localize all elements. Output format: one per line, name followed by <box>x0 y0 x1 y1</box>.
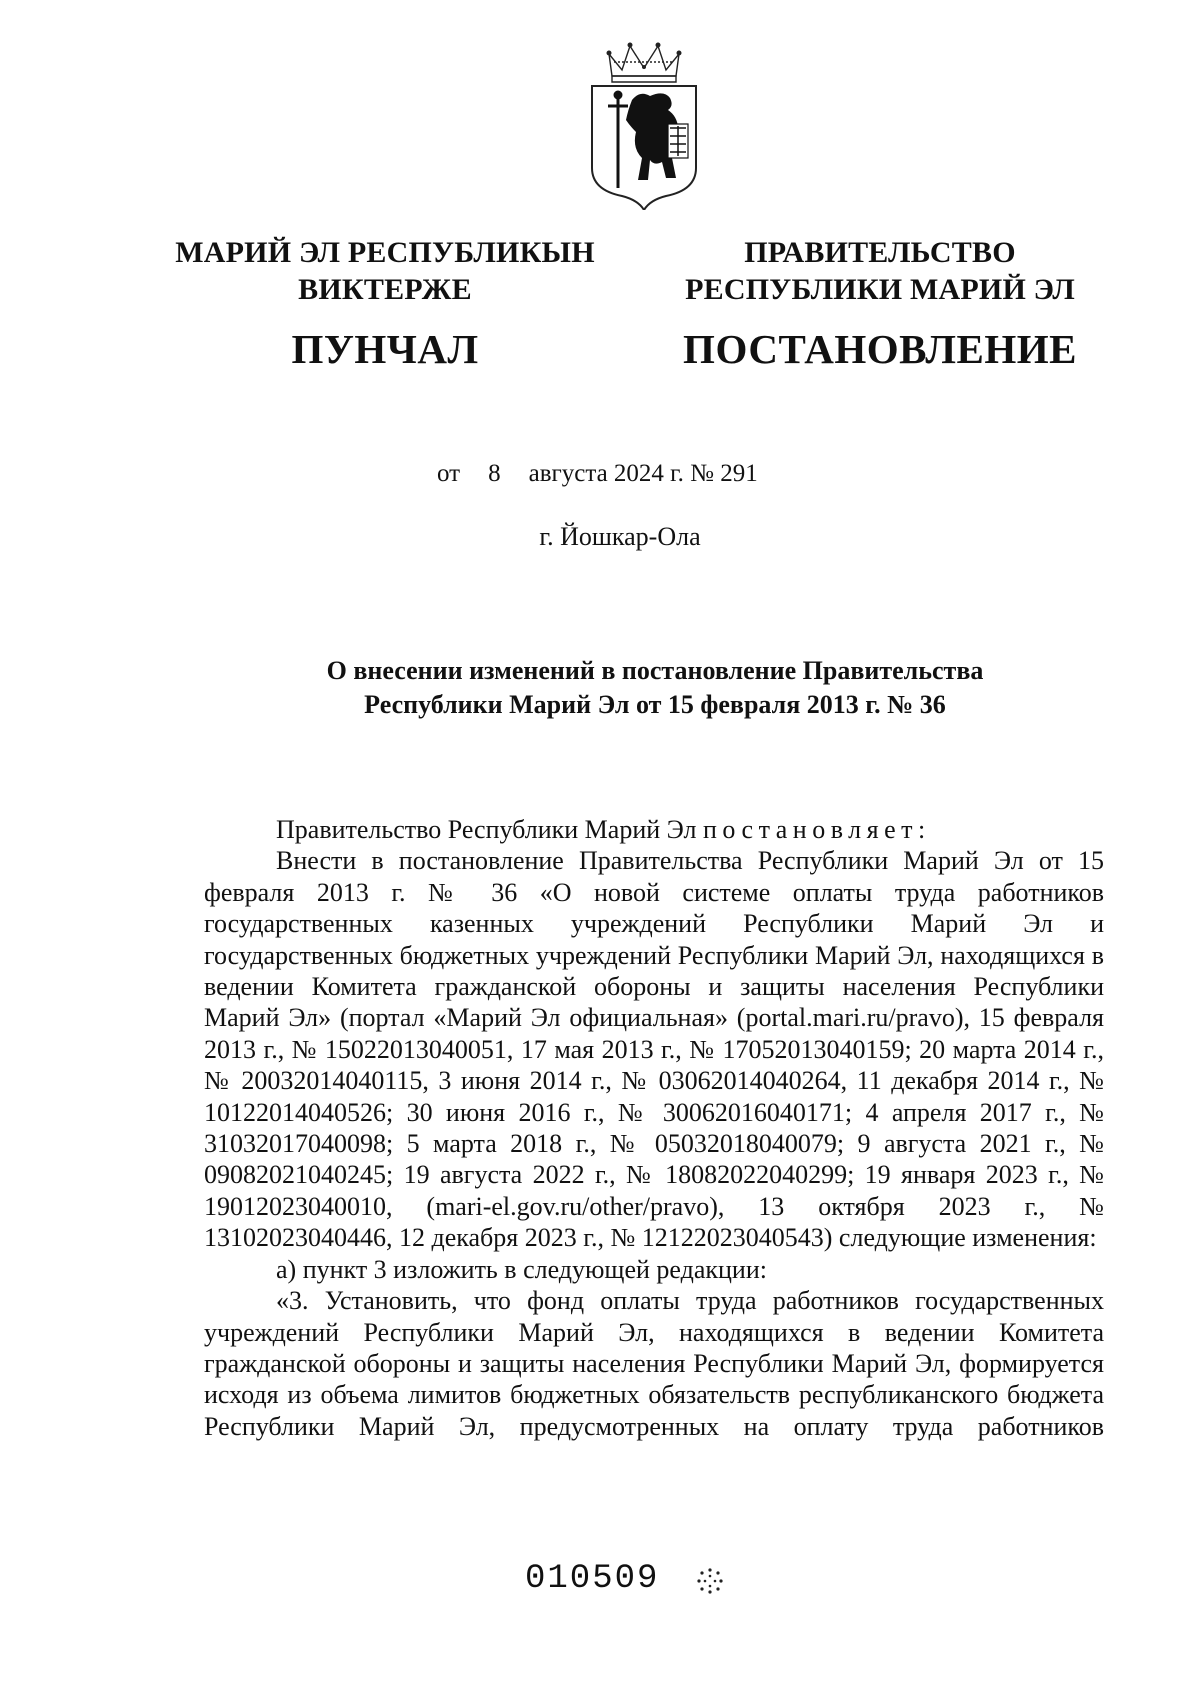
paragraph-item-3: «3. Установить, что фонд оплаты труда работников государственных учреждений Республики Марий Эл, находящихся в ведении Комитета гражданской обороны и защиты населения Республики Марий Эл, формируется исходя из объема лимитов бюджетных обязательств республиканского бюджета Республики Марий Эл, предусмотренных на оплату труда работников <box>204 1286 1104 1441</box>
header-right-line2: РЕСПУБЛИКИ МАРИЙ ЭЛ <box>685 273 1075 306</box>
header-right-line1: ПРАВИТЕЛЬСТВО <box>744 236 1016 269</box>
header-left-line2: ВИКТЕРЖЕ <box>298 273 472 306</box>
decorative-star-mark-icon <box>695 1566 725 1596</box>
document-date-number <box>437 460 758 488</box>
intro-resolves: постановляет: <box>702 815 931 844</box>
document-title <box>150 654 1160 722</box>
date-rest: августа 2024 г. № 291 <box>528 460 758 487</box>
date-day: 8 <box>488 460 501 487</box>
document-body <box>204 814 1104 1442</box>
header-left-block <box>150 234 620 374</box>
title-line1: О внесении изменений в постановление Правительства <box>326 656 984 685</box>
date-prefix: от <box>437 460 461 487</box>
paragraph-item-a: а) пункт 3 изложить в следующей редакции: <box>276 1254 767 1284</box>
header-right-doc-type: ПОСТАНОВЛЕНИЕ <box>683 326 1077 372</box>
intro-paragraph <box>204 814 1104 845</box>
title-line2: Республики Марий Эл от 15 февраля 2013 г. № 36 <box>364 690 946 719</box>
city: г. Йошкар-Ола <box>539 522 701 551</box>
header-left-doc-type: ПУНЧАЛ <box>291 326 479 372</box>
form-serial-number: 010509 <box>525 1560 660 1598</box>
header-right-block <box>665 234 1095 374</box>
header-left-line1: МАРИЙ ЭЛ РЕСПУБЛИКЫН <box>175 236 595 269</box>
coat-of-arms-mari-el-icon <box>584 40 704 210</box>
intro-text: Правительство Республики Марий Эл <box>276 815 703 844</box>
paragraph-amendments: Внести в постановление Правительства Республики Марий Эл от 15 февраля 2013 г. № 36 «О новой системе оплаты труда работников государственных казенных учреждений Республики Марий Эл и государственных бюджетных учреждений Республики Марий Эл, находящихся в ведении Комитета гражданской обороны и защиты населения Республики Марий Эл» (портал «Марий Эл официальная» (portal.mari.ru/pravo), 15 февраля 2013 г., № 15022013040051, 17 мая 2013 г., № 17052013040159; 20 марта 2014 г., № 20032014040115, 3 июня 2014 г., № 03062014040264, 11 декабря 2014 г., № 10122014040526; 30 июня 2016 г., № 30062016040171; 4 апреля 2017 г., № 31032017040098; 5 марта 2018 г., № 05032018040079; 9 августа 2021 г., № 09082021040245; 19 августа 2022 г., № 18082022040299; 19 января 2023 г., № 19012023040010, (mari-el.gov.ru/other/pravo), 13 октября 2023 г., № 13102023040446, 12 декабря 2023 г., № 12122023040543) следующие изменения: <box>204 846 1104 1253</box>
